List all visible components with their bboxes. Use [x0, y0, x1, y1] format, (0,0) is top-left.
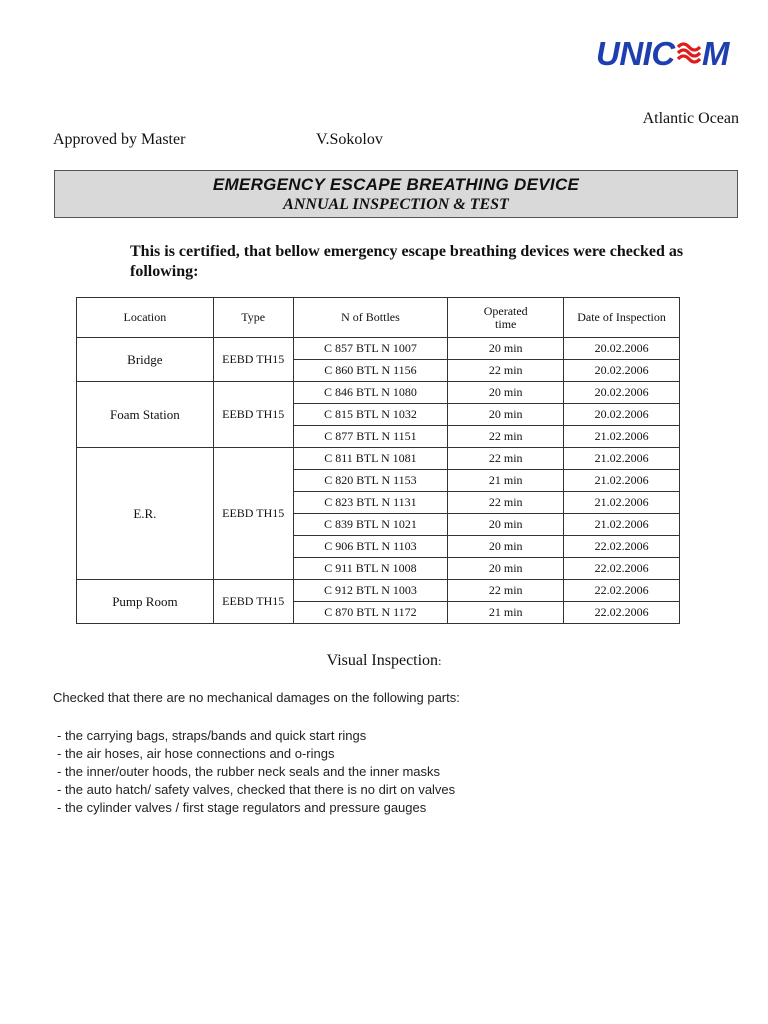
approved-by-label: Approved by Master	[53, 131, 186, 148]
header-location: Location	[77, 298, 214, 338]
location-cell: E.R.	[77, 448, 214, 580]
bottle-cell: C 857 BTL N 1007	[293, 338, 448, 360]
table-row	[77, 448, 680, 470]
bottle-cell: C 870 BTL N 1172	[293, 602, 448, 624]
time-cell: 20 min	[448, 338, 564, 360]
master-name: V.Sokolov	[316, 131, 383, 148]
time-cell: 22 min	[448, 426, 564, 448]
date-cell: 22.02.2006	[564, 536, 680, 558]
date-cell: 22.02.2006	[564, 558, 680, 580]
header-row	[77, 298, 680, 338]
table-row	[77, 580, 680, 602]
date-cell: 20.02.2006	[564, 338, 680, 360]
bottle-cell: C 820 BTL N 1153	[293, 470, 448, 492]
list-item: - the auto hatch/ safety valves, checked that there is no dirt on valves	[57, 782, 456, 797]
list-item: - the inner/outer hoods, the rubber neck seals and the inner masks	[57, 764, 440, 779]
header-bottles: N of Bottles	[293, 298, 448, 338]
bottle-cell: C 846 BTL N 1080	[293, 382, 448, 404]
svg-text:UNIC: UNIC	[596, 35, 675, 72]
location-cell: Bridge	[77, 338, 214, 382]
time-cell: 22 min	[448, 580, 564, 602]
time-cell: 22 min	[448, 448, 564, 470]
time-cell: 20 min	[448, 514, 564, 536]
time-cell: 20 min	[448, 382, 564, 404]
inspection-table	[76, 297, 680, 624]
date-cell: 21.02.2006	[564, 492, 680, 514]
date-cell: 20.02.2006	[564, 360, 680, 382]
bottle-cell: C 823 BTL N 1131	[293, 492, 448, 514]
bottle-cell: C 906 BTL N 1103	[293, 536, 448, 558]
logo-wave-o-icon	[678, 44, 700, 62]
type-cell: EEBD TH15	[213, 448, 293, 580]
date-cell: 20.02.2006	[564, 404, 680, 426]
voyage-location: Atlantic Ocean	[642, 110, 739, 127]
date-cell: 21.02.2006	[564, 470, 680, 492]
inspection-table-body	[77, 338, 680, 624]
bottle-cell: C 815 BTL N 1032	[293, 404, 448, 426]
date-cell: 22.02.2006	[564, 602, 680, 624]
unicom-logo	[596, 34, 740, 72]
visual-inspection-intro: Checked that there are no mechanical damages on the following parts:	[53, 690, 460, 705]
document-title: EMERGENCY ESCAPE BREATHING DEVICE	[212, 175, 580, 194]
date-cell: 20.02.2006	[564, 382, 680, 404]
type-cell: EEBD TH15	[213, 382, 293, 448]
type-cell: EEBD TH15	[213, 580, 293, 624]
date-cell: 21.02.2006	[564, 426, 680, 448]
list-item: - the carrying bags, straps/bands and quick start rings	[57, 728, 367, 743]
inspection-table-header	[77, 298, 680, 338]
date-cell: 21.02.2006	[564, 448, 680, 470]
table-row	[77, 382, 680, 404]
header-operated-time-text: Operated time	[483, 303, 528, 331]
time-cell: 22 min	[448, 360, 564, 382]
time-cell: 22 min	[448, 492, 564, 514]
visual-inspection-heading-colon: :	[438, 654, 442, 668]
date-cell: 21.02.2006	[564, 514, 680, 536]
unicom-logo-graphic	[596, 34, 740, 72]
time-cell: 20 min	[448, 404, 564, 426]
location-cell: Pump Room	[77, 580, 214, 624]
bottle-cell: C 839 BTL N 1021	[293, 514, 448, 536]
table-row	[77, 338, 680, 360]
visual-inspection-heading	[0, 652, 768, 670]
header-date: Date of Inspection	[564, 298, 680, 338]
bottle-cell: C 811 BTL N 1081	[293, 448, 448, 470]
visual-inspection-heading-text: Visual Inspection	[326, 652, 439, 669]
certification-statement: This is certified, that bellow emergency escape breathing devices were checked as following:	[130, 243, 684, 280]
time-cell: 20 min	[448, 558, 564, 580]
bottle-cell: C 911 BTL N 1008	[293, 558, 448, 580]
bottle-cell: C 877 BTL N 1151	[293, 426, 448, 448]
document-subtitle: ANNUAL INSPECTION & TEST	[283, 196, 509, 213]
list-item: - the cylinder valves / first stage regulators and pressure gauges	[57, 800, 427, 815]
time-cell: 20 min	[448, 536, 564, 558]
time-cell: 21 min	[448, 602, 564, 624]
location-cell: Foam Station	[77, 382, 214, 448]
header-type: Type	[213, 298, 293, 338]
bottle-cell: C 860 BTL N 1156	[293, 360, 448, 382]
inspected-parts-list	[57, 727, 455, 817]
svg-text:M: M	[702, 35, 730, 72]
time-cell: 21 min	[448, 470, 564, 492]
title-box	[54, 170, 738, 218]
type-cell: EEBD TH15	[213, 338, 293, 382]
header-operated-time	[448, 298, 564, 338]
date-cell: 22.02.2006	[564, 580, 680, 602]
list-item: - the air hoses, air hose connections and o-rings	[57, 746, 335, 761]
bottle-cell: C 912 BTL N 1003	[293, 580, 448, 602]
